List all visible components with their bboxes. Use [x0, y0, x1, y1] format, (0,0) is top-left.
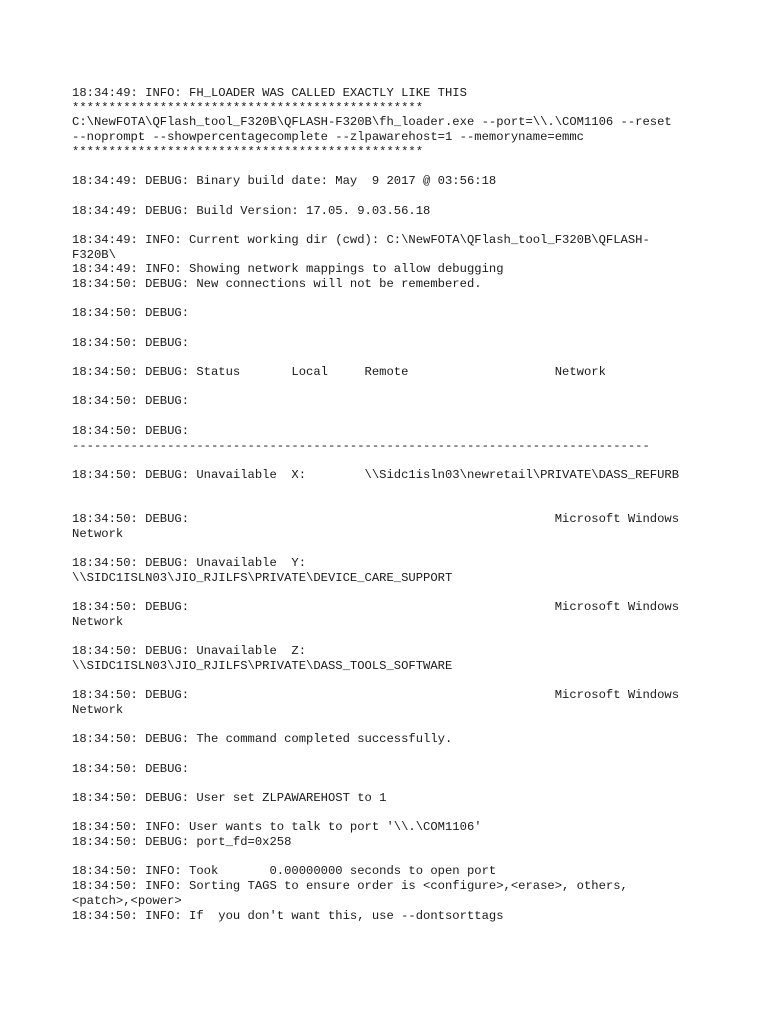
log-line: 18:34:50: DEBUG:: [72, 394, 190, 409]
log-line: 18:34:50: INFO: If you don't want this, use --dontsorttags: [72, 908, 504, 923]
log-line: [72, 159, 732, 174]
log-line: [72, 629, 732, 644]
log-line: 18:34:50: DEBUG: Microsoft Windows: [72, 511, 680, 526]
log-line: C:\NewFOTA\QFlash_tool_F320B\QFLASH-F320B\fh_loader.exe --port=\\.\COM1106 --reset: [72, 115, 672, 130]
log-line: [72, 453, 732, 468]
log-line: 18:34:50: DEBUG: port_fd=0x258: [72, 835, 292, 850]
log-line: 18:34:49: DEBUG: Binary build date: May 9 2017 @ 03:56:18: [72, 174, 497, 189]
log-line: 18:34:50: DEBUG:: [72, 423, 190, 438]
log-line: \\SIDC1ISLN03\JIO_RJILFS\PRIVATE\DEVICE_CARE_SUPPORT: [72, 570, 453, 585]
log-line: 18:34:50: DEBUG: Unavailable X: \\Sidc1isln03\newretail\PRIVATE\DASS_REFURB: [72, 467, 680, 482]
log-line: -------------------------------------------------------------------------------: [72, 438, 650, 453]
log-line: [72, 483, 732, 498]
log-line: <patch>,<power>: [72, 893, 182, 908]
log-line: Network: [72, 614, 124, 629]
log-line: [72, 541, 732, 556]
log-line: 18:34:50: DEBUG: Microsoft Windows: [72, 600, 680, 615]
log-line: [72, 674, 732, 689]
log-line: 18:34:49: INFO: Current working dir (cwd): C:\NewFOTA\QFlash_tool_F320B\QFLASH-: [72, 232, 650, 247]
log-line: ************************************************: [72, 144, 424, 159]
log-line: Network: [72, 526, 124, 541]
log-line: 18:34:49: INFO: FH_LOADER WAS CALLED EXACTLY LIKE THIS: [72, 86, 467, 100]
log-line: [72, 806, 732, 821]
log-line: 18:34:50: DEBUG: New connections will not be remembered.: [72, 276, 482, 291]
log-line: [72, 497, 732, 512]
log-line: [72, 718, 732, 733]
log-document: [72, 86, 732, 923]
log-line: [72, 776, 732, 791]
log-line: --noprompt --showpercentagecomplete --zlpawarehost=1 --memoryname=emmc: [72, 130, 584, 145]
log-line: 18:34:50: DEBUG: User set ZLPAWAREHOST to 1: [72, 791, 387, 805]
log-line: Network: [72, 702, 124, 717]
log-line: [72, 189, 732, 204]
log-line: 18:34:50: DEBUG:: [72, 335, 190, 350]
log-line: [72, 218, 732, 233]
log-line: 18:34:50: DEBUG: Microsoft Windows: [72, 688, 680, 703]
log-line: [72, 409, 732, 424]
log-line: ************************************************: [72, 100, 424, 115]
log-line: [72, 321, 732, 336]
log-line: 18:34:50: DEBUG:: [72, 761, 190, 776]
log-line: [72, 850, 732, 865]
log-line: 18:34:50: INFO: Sorting TAGS to ensure order is <configure>,<erase>, others,: [72, 879, 628, 894]
log-line: 18:34:49: DEBUG: Build Version: 17.05. 9.03.56.18: [72, 203, 431, 218]
log-line: [72, 380, 732, 395]
log-line: 18:34:50: DEBUG: Unavailable Y:: [72, 556, 307, 570]
log-line: [72, 292, 732, 307]
log-line: [72, 350, 732, 365]
log-line: 18:34:50: DEBUG: Unavailable Z:: [72, 644, 307, 659]
log-line: [72, 747, 732, 762]
log-line: 18:34:50: INFO: User wants to talk to port '\\.\COM1106': [72, 820, 482, 835]
log-line: 18:34:50: INFO: Took 0.00000000 seconds to open port: [72, 864, 497, 879]
log-line: \\SIDC1ISLN03\JIO_RJILFS\PRIVATE\DASS_TOOLS_SOFTWARE: [72, 658, 453, 673]
log-line: 18:34:49: INFO: Showing network mappings to allow debugging: [72, 262, 504, 277]
log-line: [72, 585, 732, 600]
log-line: F320B\: [72, 247, 116, 262]
log-line: 18:34:50: DEBUG: Status Local Remote Network: [72, 365, 606, 380]
log-line: 18:34:50: DEBUG: The command completed successfully.: [72, 732, 453, 747]
log-line: 18:34:50: DEBUG:: [72, 306, 190, 321]
